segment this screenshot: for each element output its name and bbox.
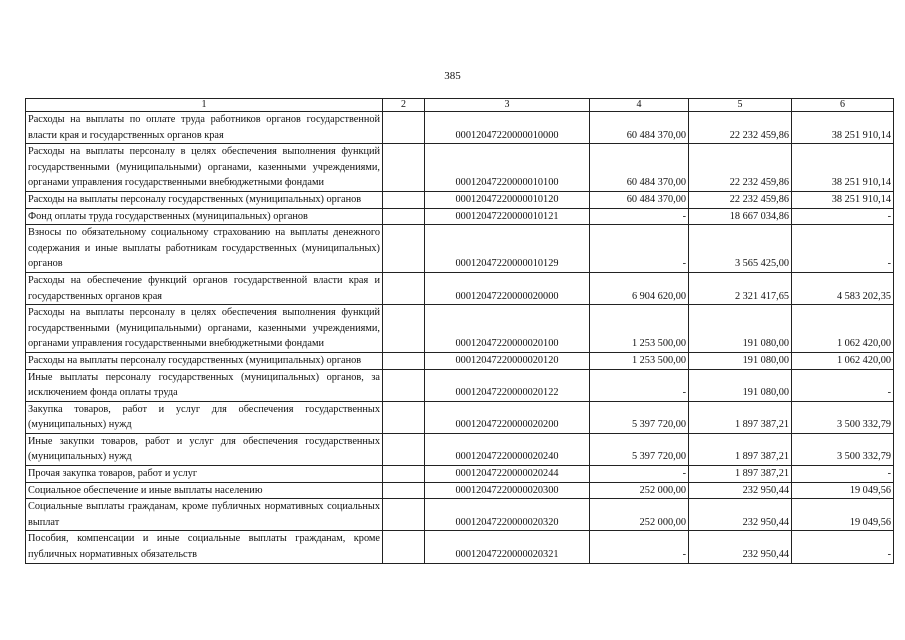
table-row [26, 208, 894, 225]
col2-cell [383, 433, 425, 465]
expense-name: Расходы на выплаты персоналу в целях обеспечения выполнения функций государственными (муниципальными) органами, казенными учреждениями, органами управления государственными внебюджетными фондами [26, 144, 383, 192]
table-header-row [26, 99, 894, 112]
expense-name: Иные закупки товаров, работ и услуг для обеспечения государственных (муниципальных) нужд [26, 433, 383, 465]
approved-amount: 252 000,00 [590, 482, 689, 499]
executed-amount: 232 950,44 [689, 531, 792, 563]
table-row [26, 112, 894, 144]
budget-code: 00012047220000010129 [425, 225, 590, 273]
col2-cell [383, 272, 425, 304]
approved-amount: 60 484 370,00 [590, 191, 689, 208]
expense-name: Социальное обеспечение и иные выплаты населению [26, 482, 383, 499]
unexecuted-amount: - [792, 466, 894, 483]
table-row [26, 466, 894, 483]
unexecuted-amount: 4 583 202,35 [792, 272, 894, 304]
table-row [26, 191, 894, 208]
budget-code: 00012047220000020244 [425, 466, 590, 483]
executed-amount: 1 897 387,21 [689, 466, 792, 483]
executed-amount: 232 950,44 [689, 499, 792, 531]
table-row [26, 305, 894, 353]
budget-code: 00012047220000020122 [425, 369, 590, 401]
unexecuted-amount: - [792, 531, 894, 563]
unexecuted-amount: - [792, 225, 894, 273]
executed-amount: 232 950,44 [689, 482, 792, 499]
column-header: 3 [425, 99, 590, 112]
budget-code: 00012047220000020000 [425, 272, 590, 304]
expense-name: Расходы на выплаты персоналу государственных (муниципальных) органов [26, 352, 383, 369]
expense-name: Фонд оплаты труда государственных (муниципальных) органов [26, 208, 383, 225]
executed-amount: 191 080,00 [689, 369, 792, 401]
budget-code: 00012047220000020321 [425, 531, 590, 563]
executed-amount: 18 667 034,86 [689, 208, 792, 225]
executed-amount: 191 080,00 [689, 352, 792, 369]
approved-amount: 60 484 370,00 [590, 144, 689, 192]
approved-amount: - [590, 369, 689, 401]
executed-amount: 22 232 459,86 [689, 144, 792, 192]
approved-amount: 60 484 370,00 [590, 112, 689, 144]
approved-amount: 1 253 500,00 [590, 352, 689, 369]
expense-name: Иные выплаты персоналу государственных (муниципальных) органов, за исключением фонда оплаты труда [26, 369, 383, 401]
expense-name: Расходы на обеспечение функций органов государственной власти края и государственных органов края [26, 272, 383, 304]
expense-name: Прочая закупка товаров, работ и услуг [26, 466, 383, 483]
col2-cell [383, 305, 425, 353]
executed-amount: 3 565 425,00 [689, 225, 792, 273]
unexecuted-amount: 1 062 420,00 [792, 305, 894, 353]
executed-amount: 22 232 459,86 [689, 191, 792, 208]
unexecuted-amount: 19 049,56 [792, 482, 894, 499]
unexecuted-amount: 38 251 910,14 [792, 191, 894, 208]
col2-cell [383, 225, 425, 273]
col2-cell [383, 369, 425, 401]
unexecuted-amount: 3 500 332,79 [792, 433, 894, 465]
table-row [26, 401, 894, 433]
budget-code: 00012047220000020320 [425, 499, 590, 531]
budget-code: 00012047220000010100 [425, 144, 590, 192]
approved-amount: 6 904 620,00 [590, 272, 689, 304]
col2-cell [383, 144, 425, 192]
unexecuted-amount: 19 049,56 [792, 499, 894, 531]
col2-cell [383, 531, 425, 563]
budget-code: 00012047220000010121 [425, 208, 590, 225]
unexecuted-amount: 3 500 332,79 [792, 401, 894, 433]
executed-amount: 2 321 417,65 [689, 272, 792, 304]
unexecuted-amount: - [792, 369, 894, 401]
budget-code: 00012047220000020240 [425, 433, 590, 465]
approved-amount: - [590, 208, 689, 225]
budget-code: 00012047220000010120 [425, 191, 590, 208]
table-row [26, 369, 894, 401]
expense-name: Пособия, компенсации и иные социальные выплаты гражданам, кроме публичных нормативных обязательств [26, 531, 383, 563]
budget-code: 00012047220000020200 [425, 401, 590, 433]
executed-amount: 22 232 459,86 [689, 112, 792, 144]
table-row [26, 225, 894, 273]
unexecuted-amount: 1 062 420,00 [792, 352, 894, 369]
col2-cell [383, 466, 425, 483]
approved-amount: 1 253 500,00 [590, 305, 689, 353]
col2-cell [383, 482, 425, 499]
approved-amount: - [590, 225, 689, 273]
column-header: 4 [590, 99, 689, 112]
table-row [26, 272, 894, 304]
table-row [26, 531, 894, 563]
expense-name: Расходы на выплаты по оплате труда работников органов государственной власти края и государственных органов края [26, 112, 383, 144]
unexecuted-amount: 38 251 910,14 [792, 112, 894, 144]
column-header: 2 [383, 99, 425, 112]
table-row [26, 499, 894, 531]
approved-amount: 5 397 720,00 [590, 433, 689, 465]
table-row [26, 144, 894, 192]
column-header: 5 [689, 99, 792, 112]
budget-code: 00012047220000010000 [425, 112, 590, 144]
budget-table [25, 98, 894, 564]
col2-cell [383, 401, 425, 433]
expense-name: Расходы на выплаты персоналу в целях обеспечения выполнения функций государственными (муниципальными) органами, казенными учреждениями, органами управления государственными внебюджетными фондами [26, 305, 383, 353]
executed-amount: 191 080,00 [689, 305, 792, 353]
budget-code: 00012047220000020120 [425, 352, 590, 369]
executed-amount: 1 897 387,21 [689, 401, 792, 433]
approved-amount: 252 000,00 [590, 499, 689, 531]
col2-cell [383, 499, 425, 531]
executed-amount: 1 897 387,21 [689, 433, 792, 465]
table-row [26, 482, 894, 499]
expense-name: Социальные выплаты гражданам, кроме публичных нормативных социальных выплат [26, 499, 383, 531]
expense-name: Взносы по обязательному социальному страхованию на выплаты денежного содержания и иные выплаты работникам государственных (муниципальных) органов [26, 225, 383, 273]
table-row [26, 352, 894, 369]
col2-cell [383, 352, 425, 369]
unexecuted-amount: - [792, 208, 894, 225]
approved-amount: - [590, 466, 689, 483]
col2-cell [383, 208, 425, 225]
approved-amount: - [590, 531, 689, 563]
page-number: 385 [444, 70, 461, 82]
column-header: 1 [26, 99, 383, 112]
unexecuted-amount: 38 251 910,14 [792, 144, 894, 192]
budget-code: 00012047220000020300 [425, 482, 590, 499]
expense-name: Расходы на выплаты персоналу государственных (муниципальных) органов [26, 191, 383, 208]
col2-cell [383, 191, 425, 208]
col2-cell [383, 112, 425, 144]
column-header: 6 [792, 99, 894, 112]
table-row [26, 433, 894, 465]
expense-name: Закупка товаров, работ и услуг для обеспечения государственных (муниципальных) нужд [26, 401, 383, 433]
budget-code: 00012047220000020100 [425, 305, 590, 353]
approved-amount: 5 397 720,00 [590, 401, 689, 433]
